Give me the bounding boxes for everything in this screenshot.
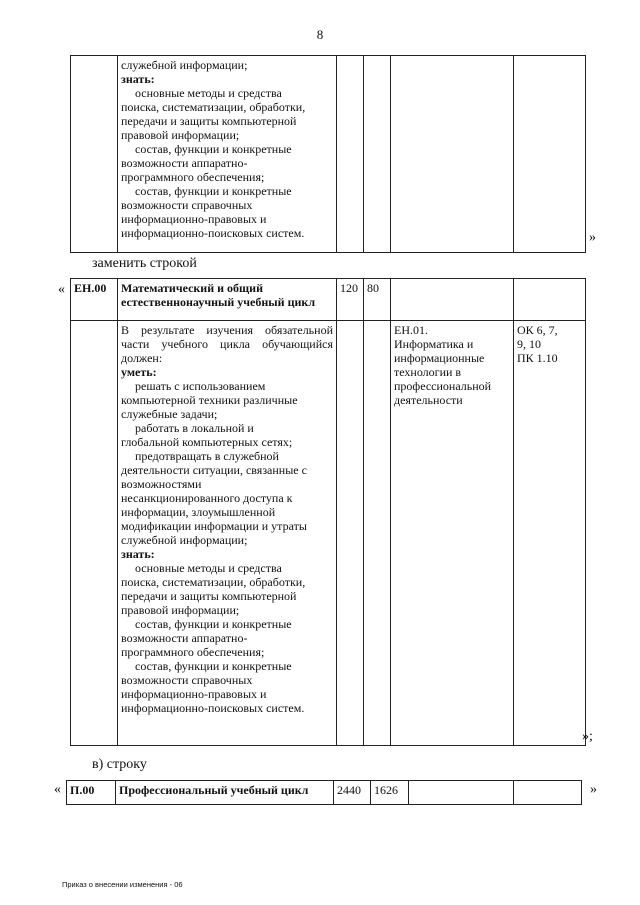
know-item: передачи и защиты компьютерной [121, 114, 297, 128]
cell-max-load [337, 321, 364, 746]
skills-item: модификации информации и утраты [121, 519, 307, 533]
know-item: основные методы и средства [135, 86, 282, 100]
know-item: правовой информации; [121, 128, 240, 142]
discipline-line: ЕН.01. [394, 323, 428, 337]
cell-max-load [337, 56, 364, 253]
cell-mandatory [364, 321, 391, 746]
discipline-cell [391, 321, 514, 746]
page-number: 8 [316, 27, 324, 42]
discipline-line: технологии в [394, 365, 462, 379]
know-item: возможности справочных [121, 198, 253, 212]
table-continuation [70, 55, 586, 253]
know-item: поиска, систематизации, обработки, [121, 575, 306, 589]
know-item: информационно-правовых и [121, 687, 267, 701]
cell-content [118, 56, 337, 253]
know-item: основные методы и средства [135, 561, 282, 575]
close-quote: » [590, 782, 597, 797]
know-label: знать: [121, 547, 155, 561]
cell-competency [514, 56, 586, 253]
know-item: состав, функции и конкретные [135, 659, 292, 673]
skills-item: служебной информации; [121, 533, 248, 547]
competency-cell [514, 321, 586, 746]
mandatory-load: 1626 [371, 781, 409, 805]
know-item: состав, функции и конкретные [135, 142, 292, 156]
mandatory-load: 80 [364, 279, 391, 321]
in-row-instruction: в) строку [92, 757, 147, 772]
replace-instruction: заменить строкой [92, 256, 197, 271]
competency-line: ОК 6, 7, [517, 323, 558, 337]
cell-competency [514, 279, 586, 321]
know-item: возможности аппаратно- [121, 156, 248, 170]
skills-item: предотвращать в служебной [135, 449, 279, 463]
cycle-title-line: Математический и общий [121, 281, 264, 295]
skills-item: служебные задачи; [121, 407, 218, 421]
open-quote: « [58, 282, 65, 297]
discipline-line: Информатика и [394, 337, 474, 351]
know-item: информационно-поисковых систем. [121, 226, 305, 240]
know-item: поиска, систематизации, обработки, [121, 100, 306, 114]
open-quote: « [54, 782, 61, 797]
cycle-title-line: естественнонаучный учебный цикл [121, 295, 316, 309]
discipline-line: профессиональной [394, 379, 492, 393]
know-item: возможности аппаратно- [121, 631, 248, 645]
know-item: правовой информации; [121, 603, 240, 617]
cycle-title: Профессиональный учебный цикл [116, 781, 334, 805]
know-item: состав, функции и конкретные [135, 184, 292, 198]
skills-label: уметь: [121, 365, 157, 379]
know-item: информационно-поисковых систем. [121, 701, 305, 715]
max-load: 120 [337, 279, 364, 321]
know-label: знать: [121, 72, 155, 86]
know-item: состав, функции и конкретные [135, 617, 292, 631]
skills-item: деятельности ситуации, связанные с [121, 463, 307, 477]
know-item: информационно-правовых и [121, 212, 267, 226]
table-replacement [70, 278, 586, 746]
skills-item: информации, злоумышленной [121, 505, 276, 519]
know-item: программного обеспечения; [121, 170, 265, 184]
skills-item: возможностями [121, 477, 202, 491]
cycle-code: П.00 [67, 781, 116, 805]
content-line: служебной информации; [121, 58, 248, 72]
skills-item: несанкционированного доступа к [121, 491, 293, 505]
cell-discipline [409, 781, 514, 805]
skills-item: глобальной компьютерных сетях; [121, 435, 293, 449]
cell-discipline [391, 279, 514, 321]
intro-text: В результате изучения обязательной части учебного цикла обучающийся должен: [121, 323, 333, 365]
cell-competency [514, 781, 582, 805]
skills-item: решать с использованием [135, 379, 266, 393]
cell-content [118, 321, 337, 746]
cell-mandatory [364, 56, 391, 253]
table-target-row [66, 780, 582, 805]
skills-item: работать в локальной и [135, 421, 254, 435]
discipline-line: деятельности [394, 393, 463, 407]
cycle-title [118, 279, 337, 321]
competency-line: 9, 10 [517, 337, 541, 351]
competency-line: ПК 1.10 [517, 351, 558, 365]
know-item: программного обеспечения; [121, 645, 265, 659]
cycle-code: ЕН.00 [71, 279, 118, 321]
close-quote: »; [582, 729, 593, 744]
footer-note: Приказ о внесении изменения - 06 [62, 880, 183, 889]
cell-code [71, 56, 118, 253]
discipline-line: информационные [394, 351, 485, 365]
know-item: передачи и защиты компьютерной [121, 589, 297, 603]
skills-item: компьютерной техники различные [121, 393, 298, 407]
cell-code [71, 321, 118, 746]
max-load: 2440 [334, 781, 371, 805]
close-quote: » [589, 230, 596, 245]
know-item: возможности справочных [121, 673, 253, 687]
cell-discipline [391, 56, 514, 253]
